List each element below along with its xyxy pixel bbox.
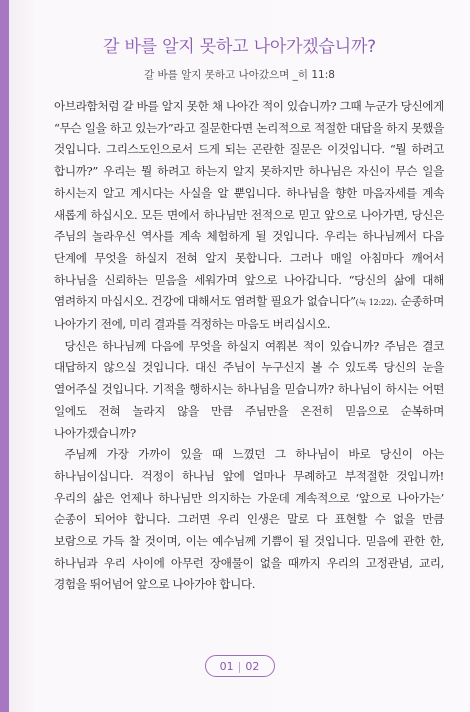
page-next[interactable]: 02 [245,659,260,673]
scripture-reference: 갈 바를 알지 못하고 나아갔으며 _히 11:8 [144,69,335,81]
page-current[interactable]: 01 [219,659,234,673]
paragraph-1 [54,96,444,336]
bible-verse-reference: (눅 12:22) [355,298,394,308]
page-separator: | [237,659,242,673]
page-title: 갈 바를 알지 못하고 나아가겠습니까? [103,37,376,57]
devotional-body [54,96,444,596]
paragraph-1-text: 아브라함처럼 갈 바를 알지 못한 채 나아간 적이 있습니까? 그때 누군가 당신에게 “무슨 일을 하고 있는가”라고 질문한다면 논리적으로 적절한 대답을 하지 못했을 것입니다. 그리스도인으로서 드게 되는 곤란한 질문은 이것입니다. “뭘 하려고 합니까?” 우리는 뭘 하려고 하는지 알지 못하지만 하나님은 자신이 무슨 일을 하시는지 알고 계시다는 사실을 알 뿐입니다. 하나님을 향한 마음자세를 계속 새롭게 하십시오. 모든 면에서 하나님만 전적으로 믿고 앞으로 나아가면, 당신은 주님의 놀라우신 역사를 계속 체험하게 될 것입니다. 우리는 하나님께서 다음 단계에 무엇을 하실지 전혀 알지 못합니다. 그러나 매일 아침마다 깨어서 하나님을 신뢰하는 믿음을 세워가며 앞으로 나아갑니다. “당신의 삶에 대해 염려하지 마십시오. 건강에 대해서도 염려할 필요가 없습니다” [54,99,444,309]
paragraph-2: 당신은 하나님께 다음에 무엇을 하실지 여쭤본 적이 있습니까? 주님은 결코 대답하지 않으실 것입니다. 대신 주님이 누구신지 볼 수 있도록 당신의 눈을 열어주실 것입니다. 기적을 행하시는 하나님을 믿습니까? 하나님이 하시는 어떤 일에도 전혀 놀라지 않을 만큼 주님만을 온전히 믿음으로 순복하며 나아가겠습니까? [54,338,444,440]
paragraph-3: 주님께 가장 가까이 있을 때 느꼈던 그 하나님이 바로 당신이 아는 하나님이십니다. 걱정이 하나님 앞에 얼마나 무례하고 부적절한 것입니까! 우리의 삶은 언제나 하나님만 의지하는 가운데 계속적으로 ‘앞으로 나아가는’ 순종이 되어야 합니다. 그러면 우리 인생은 말로 다 표현할 수 없을 만큼 보람으로 가득 찰 것이며, 이는 예수님께 기쁨이 될 것입니다. 믿음에 관한 한, 하나님과 우리 사이에 아무런 장애물이 없을 때까지 우리의 고정관념, 교리, 경험을 뛰어넘어 앞으로 나아가야 합니다. [54,447,444,592]
page-indicator[interactable] [205,655,275,677]
paragraph-1-text-end: . 순종하며 나아가기 전에, 미리 결과를 걱정하는 마음도 버리십시오. [54,294,444,332]
